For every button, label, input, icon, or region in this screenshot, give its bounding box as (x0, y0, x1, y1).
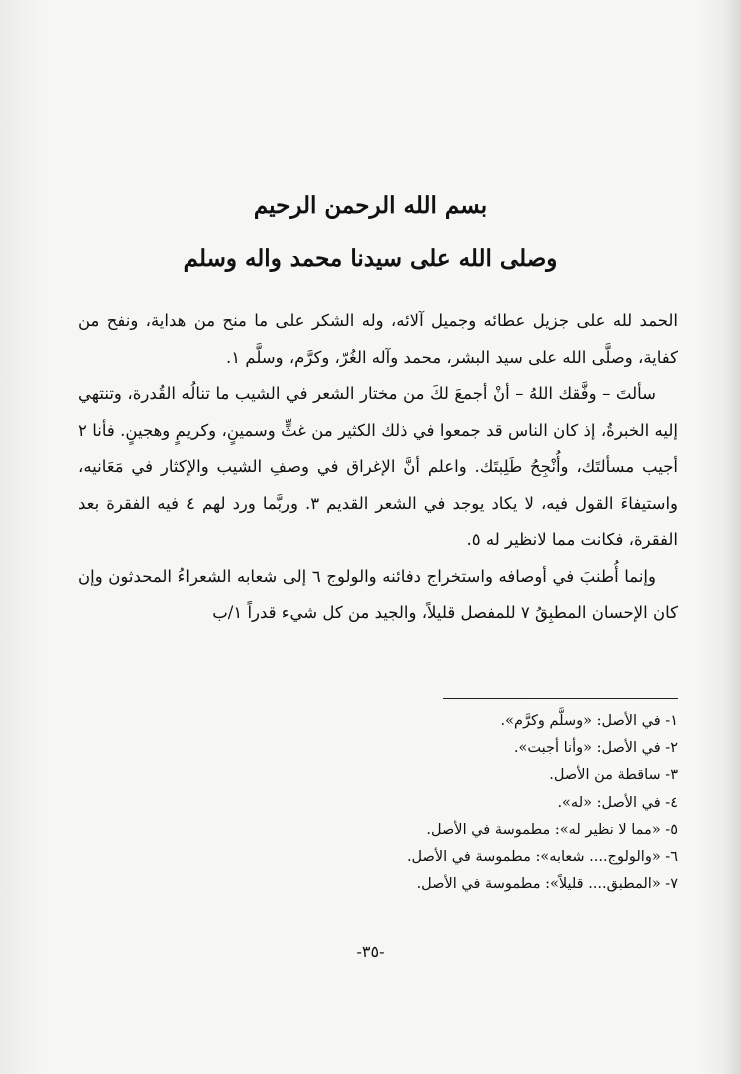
paragraph-1: الحمد لله على جزيل عطائه وجميل آلائه، وله الشكر على ما منح من هداية، ونفح من كفاية، وصلَّى الله على سيد البشر، محمد وآله الغُرّ، وكرَّم، وسلَّم ١. (78, 311, 678, 367)
footnote-6: ٦- «والولوج.... شعابه»: مطموسة في الأصل. (406, 849, 678, 866)
footnote-3: ٣- ساقطة من الأصل. (549, 767, 678, 784)
footnotes (300, 708, 678, 898)
basmala-heading: بسم الله الرحمن الرحيم (253, 192, 488, 219)
paragraph-2: سألتَ – وفَّقك اللهُ – أنْ أجمعَ لكَ من مختار الشعر في الشيب ما تنالُه القُدرة، وتنتهي إليه الخبرةُ، إذ كان الناس قد جمعوا في ذلك الكثير من غثٍّ وسمينٍ، وكريمٍ وهجينٍ. فأنا ٢ أجيب مسألتَك، وأُنْجِحُ طَلِبتَك. واعلم أنَّ الإغراق في وصفِ الشيب والإكثار في مَعَانيه، واستيفاءَ القول فيه، لا يكاد يوجد في الشعر القديم ٣. وربَّما ورد لهم ٤ فيه الفقرة بعد الفقرة، فكانت مما لانظير له ٥. (78, 384, 678, 549)
footnote-1: ١- في الأصل: «وسلَّم وكرَّم». (500, 713, 678, 729)
footnote-2: ٢- في الأصل: «وأنا أجبت». (513, 740, 678, 757)
footnote-7: ٧- «المطبق.... قليلاً»: مطموسة في الأصل. (416, 876, 678, 893)
salutation-heading: وصلى الله على سيدنا محمد واله وسلم (183, 245, 558, 272)
main-text (78, 303, 678, 632)
page-number: -٣٥- (356, 942, 385, 961)
footnote-5: ٥- «مما لا نظير له»: مطموسة في الأصل. (426, 821, 678, 838)
page-edge-shadow (723, 0, 741, 1074)
paragraph-3: وإنما أُطنبَ في أوصافه واستخراج دفائنه والولوج ٦ إلى شعابه الشعراءُ المحدثون وإن كان الإحسان المطبِقُ ٧ للمفصل قليلاً، والجيد من كل شيء قدراً ١/ب (78, 566, 678, 622)
footnote-divider (443, 698, 678, 699)
footnote-4: ٤- في الأصل: «له». (557, 794, 678, 811)
